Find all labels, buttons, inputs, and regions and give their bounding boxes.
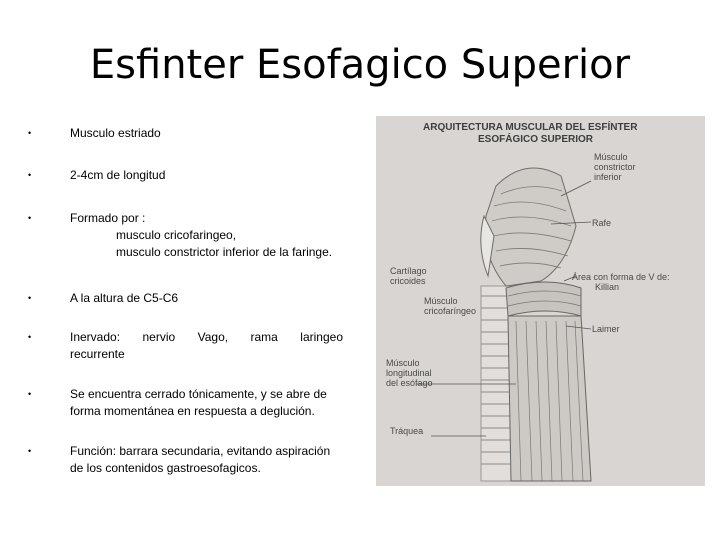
label-laimer: Laimer bbox=[592, 324, 620, 334]
bullet-line: forma momentánea en respuesta a deglución. bbox=[70, 404, 315, 418]
figure-header-line: ARQUITECTURA MUSCULAR DEL ESFÍNTER bbox=[423, 122, 638, 133]
bullet-text bbox=[70, 329, 370, 363]
word: nervio bbox=[142, 330, 176, 344]
bullet-dot: • bbox=[28, 170, 32, 180]
sub-line: musculo constrictor inferior de la faringe. bbox=[116, 245, 333, 259]
label-line: Músculo bbox=[424, 296, 458, 306]
label-line: Killian bbox=[595, 282, 620, 292]
label-cartilago bbox=[390, 266, 427, 286]
label-traquea: Tráquea bbox=[390, 426, 424, 436]
bullet-line: Se encuentra cerrado tónicamente, y se abre de bbox=[70, 387, 327, 401]
bullet-dot: • bbox=[28, 128, 32, 138]
label-line: cricofaríngeo bbox=[424, 306, 477, 316]
bullet-line: Función: barrara secundaria, evitando aspiración bbox=[70, 444, 331, 458]
bullet-line: Formado por : bbox=[70, 211, 146, 225]
label-line: inferior bbox=[594, 172, 622, 182]
label-line: del esófago bbox=[386, 378, 433, 388]
bullet-line: recurrente bbox=[70, 347, 125, 361]
label-line: Cartílago bbox=[390, 266, 427, 276]
slide-title: Esfinter Esofagico Superior bbox=[89, 42, 631, 88]
label-line: longitudinal bbox=[386, 368, 432, 378]
bullet-line: de los contenidos gastroesofagicos. bbox=[70, 461, 261, 475]
bullet-text: 2-4cm de longitud bbox=[70, 168, 166, 182]
word: Vago, bbox=[197, 330, 229, 344]
word: laringeo bbox=[300, 330, 343, 344]
bullet-text bbox=[70, 386, 370, 420]
bullet-dot: • bbox=[28, 446, 32, 456]
bullet-text bbox=[70, 443, 370, 477]
label-line: Músculo bbox=[386, 358, 420, 368]
label-line: Músculo bbox=[594, 152, 628, 162]
figure-header bbox=[423, 122, 637, 146]
label-constrictor bbox=[594, 152, 636, 182]
bullet-dot: • bbox=[28, 293, 32, 303]
label-rafe: Rafe bbox=[592, 218, 612, 228]
bullet-dot: • bbox=[28, 213, 32, 223]
bullet-text bbox=[70, 210, 370, 261]
word: Inervado: bbox=[70, 330, 121, 344]
label-cricofaringeo bbox=[424, 296, 476, 316]
bullet-text: A la altura de C5-C6 bbox=[70, 291, 179, 305]
label-line: constrictor bbox=[594, 162, 636, 172]
bullet-dot: • bbox=[28, 389, 32, 399]
label-line: Área con forma de V de: bbox=[572, 272, 670, 282]
anatomy-figure bbox=[376, 116, 705, 486]
sub-line: musculo cricofaringeo, bbox=[116, 228, 237, 242]
figure-header-line: ESOFÁGICO SUPERIOR bbox=[478, 134, 594, 145]
label-area bbox=[572, 272, 670, 292]
bullet-dot: • bbox=[28, 332, 32, 342]
label-line: cricoides bbox=[390, 276, 426, 286]
bullet-text: Musculo estriado bbox=[70, 126, 161, 140]
label-longitudinal bbox=[386, 358, 433, 388]
bullet-line bbox=[70, 329, 343, 346]
word: rama bbox=[250, 330, 278, 344]
